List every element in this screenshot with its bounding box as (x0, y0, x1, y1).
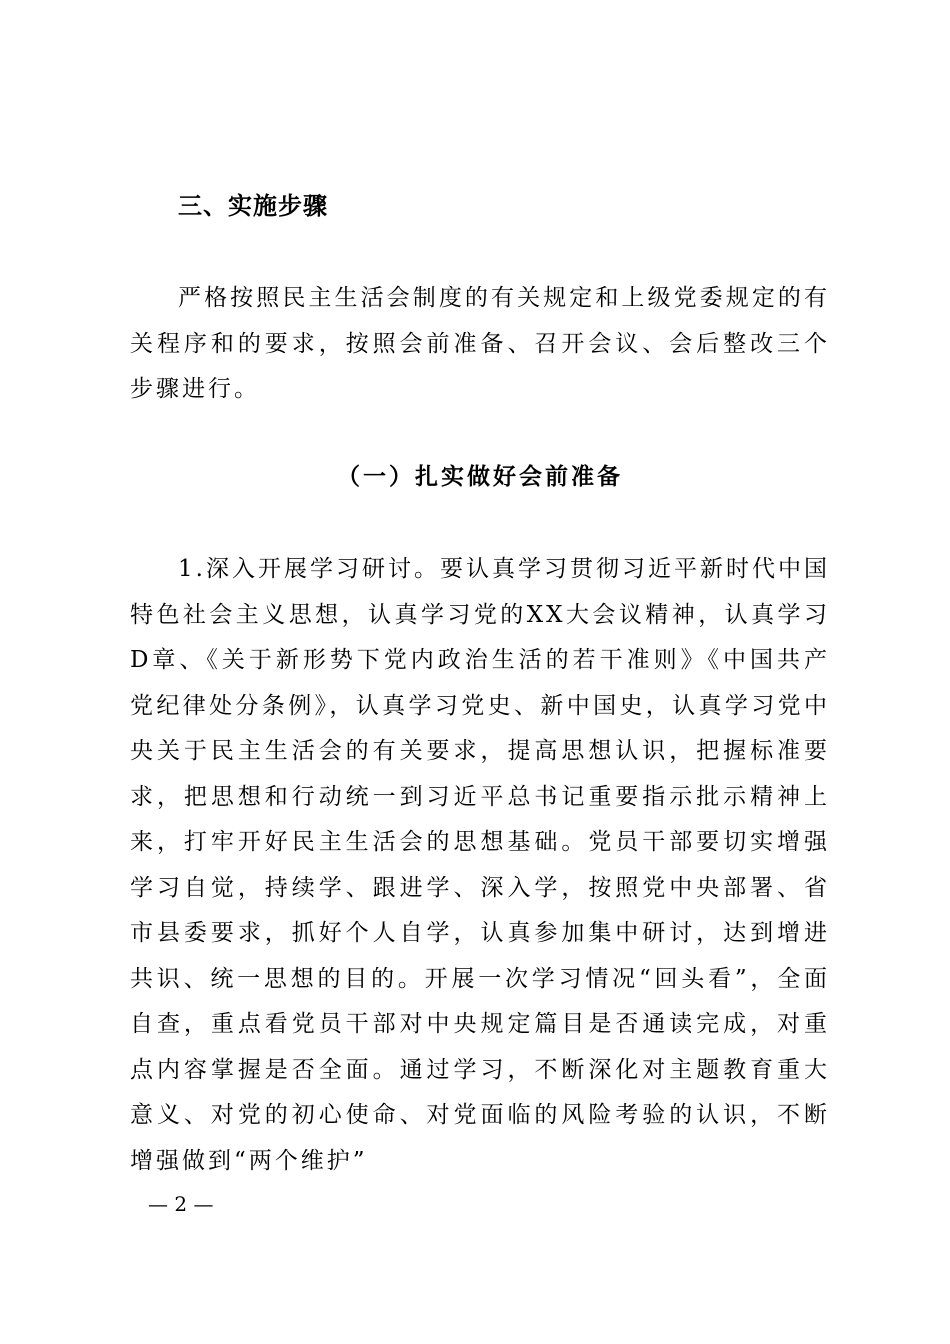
body-paragraph: 1.深入开展学习研讨。要认真学习贯彻习近平新时代中国特色社会主义思想，认真学习党的XX大会议精神，认真学习D章、《关于新形势下党内政治生活的若干准则》《中国共产党纪律处分条例》，认真学习党史、新中国史，认真学习党中央关于民主生活会的有关要求，提高思想认识，把握标准要求，把思想和行动统一到习近平总书记重要指示批示精神上来，打牢开好民主生活会的思想基础。党员干部要切实增强学习自觉，持续学、跟进学、深入学，按照党中央部署、省市县委要求，抓好个人自学，认真参加集中研讨，达到增进共识、统一思想的目的。开展一次学习情况“回头看”，全面自查，重点看党员干部对中央规定篇目是否通读完成，对重点内容掌握是否全面。通过学习，不断深化对主题教育重大意义、对党的初心使命、对党面临的风险考验的认识，不断增强做到“两个维护” (130, 556, 830, 1174)
subsection-heading: （一）扎实做好会前准备 (337, 463, 623, 490)
section-heading: 三、实施步骤 (178, 192, 328, 220)
intro-paragraph: 严格按照民主生活会制度的有关规定和上级党委规定的有关程序和的要求，按照会前准备、召开会议、会后整改三个步骤进行。 (130, 285, 830, 402)
page-number: — 2 — (148, 1192, 214, 1216)
